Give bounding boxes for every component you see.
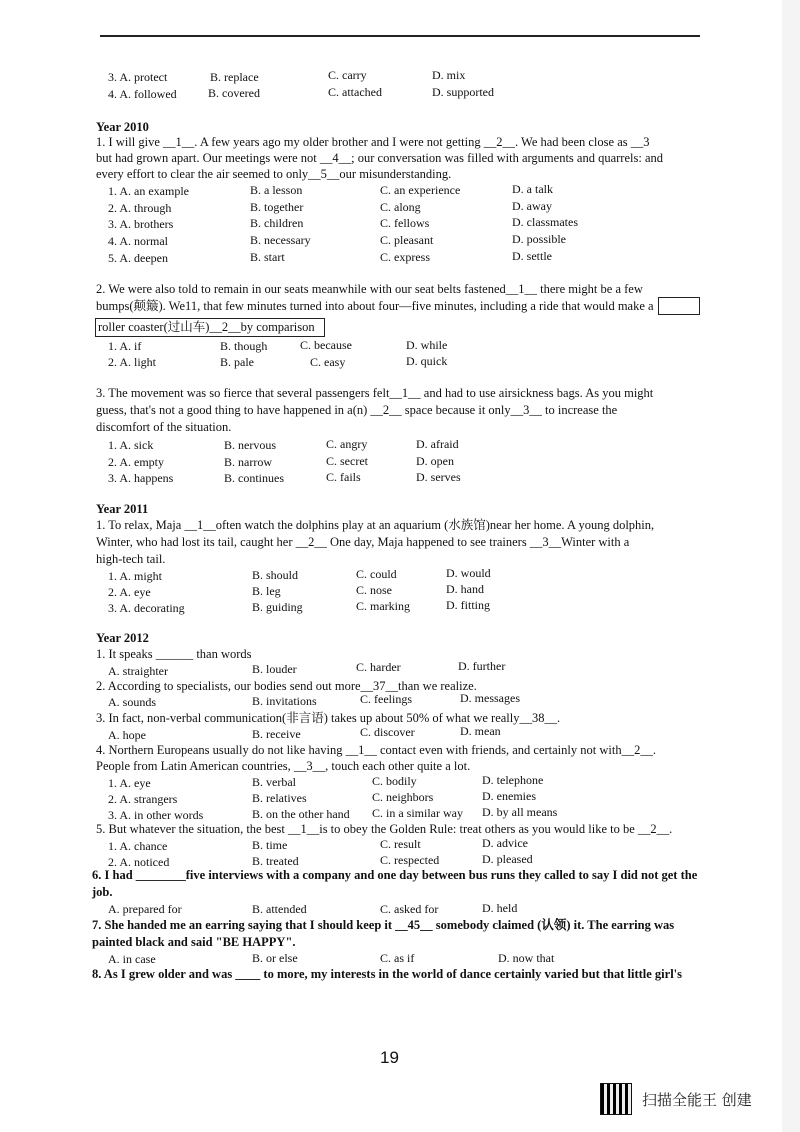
option: C. harder [356,660,401,674]
option: D. fitting [446,598,490,612]
option: D. mix [432,68,466,82]
passage-line: discomfort of the situation. [96,420,232,434]
scanner-watermark [600,1082,780,1116]
option: B. relatives [252,791,307,805]
option: 4. A. normal [108,234,168,248]
question-line: job. [92,885,113,899]
scan-edge [782,0,800,1132]
page-number: 19 [380,1048,399,1067]
option: B. should [252,568,299,582]
option: C. bodily [372,774,417,788]
option: B. louder [252,662,297,676]
option: D. enemies [482,789,536,803]
passage-line: 2. We were also told to remain in our seats meanwhile with our seat belts fastened__1__ there might be a few [96,282,643,296]
option: D. supported [432,85,494,99]
option: D. now that [498,951,555,965]
option: B. verbal [252,775,296,789]
option: C. secret [326,454,368,468]
option: 3. A. decorating [108,601,185,615]
option: 2. A. noticed [108,855,170,869]
question-line: 1. It speaks ______ than words [96,647,252,661]
option: B. covered [208,86,260,100]
highlight-box [658,297,700,315]
question-line: 2. According to specialists, our bodies send out more__37__than we realize. [96,679,477,693]
option: D. quick [406,354,448,368]
option: D. while [406,338,448,352]
option: B. replace [210,70,259,84]
option: B. together [250,200,304,214]
question-line: 6. I had ________five interviews with a company and one day between bus runs they called to say I did not get the [92,868,698,882]
option: 5. A. deepen [108,251,168,265]
question-line: 7. She handed me an earring saying that I should keep it __45__ somebody claimed (认领) it. The earring was [92,918,675,932]
option: B. treated [252,854,299,868]
option: C. easy [310,355,346,369]
passage-line: but had grown apart. Our meetings were not __4__; our conversation was filled with arguments and quarrels: and [96,151,663,165]
option: C. result [380,837,421,851]
passage-line: 3. The movement was so fierce that several passengers felt__1__ and had to use airsickness bags. As you might [96,386,654,400]
section-heading-2011: Year 2011 [96,502,149,516]
option: C. fails [326,470,361,484]
option: B. narrow [224,455,272,469]
option: D. by all means [482,805,558,819]
option: B. pale [220,355,254,369]
passage-line: roller coaster(过山车)__2__by comparison [98,320,315,334]
option: C. could [356,567,397,581]
option: A. straighter [108,664,168,678]
option: B. children [250,216,304,230]
option-line: 4. A. followed [108,87,177,101]
option: C. express [380,250,430,264]
section-heading-2012: Year 2012 [96,631,149,645]
qr-code-icon [600,1083,632,1115]
option: B. a lesson [250,183,303,197]
option: B. invitations [252,694,317,708]
option: C. feelings [360,692,412,706]
option: 1. A. sick [108,438,154,452]
passage-line: bumps(颠簸). We11, that few minutes turned into about four—five minutes, including a ride that would make a [96,299,654,313]
highlight-box [95,318,325,337]
option: B. guiding [252,600,303,614]
passage-line: Winter, who had lost its tail, caught her __2__ One day, Maja happened to see trainers __3__Winter with a [96,535,630,549]
option: D. hand [446,582,484,596]
option: 2. A. light [108,355,157,369]
option: C. an experience [380,183,461,197]
question-line: 4. Northern Europeans usually do not like having __1__ contact even with friends, and certainly not with__2__. [96,743,656,757]
passage-line: every effort to clear the air seemed to only__5__our misunderstanding. [96,167,452,181]
option: 2. A. eye [108,585,151,599]
option: D. pleased [482,852,533,866]
option: D. afraid [416,437,459,451]
option: B. attended [252,902,307,916]
option: 3. A. brothers [108,217,174,231]
option: B. though [220,339,268,353]
header-rule [100,35,700,37]
option: C. discover [360,725,415,739]
option: D. possible [512,232,566,246]
option: B. start [250,250,285,264]
option: B. nervous [224,438,276,452]
option: 1. A. chance [108,839,168,853]
option: D. away [512,199,552,213]
option: A. hope [108,728,146,742]
option: C. as if [380,951,415,965]
option: D. held [482,901,518,915]
option: 3. A. in other words [108,808,204,822]
option: A. prepared for [108,902,182,916]
option: D. further [458,659,506,673]
option: C. respected [380,853,440,867]
option: 1. A. if [108,339,142,353]
option: 2. A. through [108,201,172,215]
option: C. neighbors [372,790,434,804]
option: D. settle [512,249,552,263]
question-line: 5. But whatever the situation, the best __1__is to obey the Golden Rule: treat others as you would like to be __2__. [96,822,673,836]
option: C. angry [326,437,368,451]
option: A. in case [108,952,156,966]
option: B. time [252,838,288,852]
option: 1. A. might [108,569,163,583]
option-line: 3. A. protect [108,70,168,84]
option: C. because [300,338,352,352]
scanner-brand: 扫描全能王 创建 [642,1090,752,1109]
question-line: 3. In fact, non-verbal communication(非言语) takes up about 50% of what we really__38__. [96,711,561,725]
option: 2. A. empty [108,455,164,469]
option: D. messages [460,691,520,705]
option: C. pleasant [380,233,434,247]
option: C. attached [328,85,382,99]
passage-line: high-tech tail. [96,552,166,566]
option: C. marking [356,599,410,613]
option: B. necessary [250,233,311,247]
option: B. continues [224,471,284,485]
option: 1. A. eye [108,776,151,790]
passage-line: 1. To relax, Maja __1__often watch the dolphins play at an aquarium (水族馆)near her home. A young dolphin, [96,518,655,532]
option: C. carry [328,68,367,82]
option: A. sounds [108,695,157,709]
option: 2. A. strangers [108,792,178,806]
option: 3. A. happens [108,471,174,485]
option: D. open [416,454,454,468]
option: B. receive [252,727,301,741]
option: C. asked for [380,902,439,916]
option: C. fellows [380,216,430,230]
option: C. nose [356,583,392,597]
option: B. on the other hand [252,807,350,821]
question-line: painted black and said "BE HAPPY". [92,935,296,949]
option: D. a talk [512,182,553,196]
section-heading-2010: Year 2010 [96,120,149,134]
option: B. or else [252,951,298,965]
question-line: People from Latin American countries, __3__, touch each other quite a lot. [96,759,471,773]
passage-line: 1. I will give __1__. A few years ago my older brother and I were not getting __2__. We had been close as __3 [96,135,650,149]
question-line: 8. As I grew older and was ____ to more, my interests in the world of dance certainly varied but that little girl's [92,967,683,981]
option: D. classmates [512,215,578,229]
option: D. mean [460,724,501,738]
passage-line: guess, that's not a good thing to have happened in a(n) __2__ space because it only__3__ to increase the [96,403,618,417]
option: C. in a similar way [372,806,463,820]
option: D. advice [482,836,528,850]
option: D. serves [416,470,461,484]
option: 1. A. an example [108,184,189,198]
option: D. would [446,566,491,580]
option: B. leg [252,584,281,598]
option: C. along [380,200,421,214]
option: D. telephone [482,773,544,787]
